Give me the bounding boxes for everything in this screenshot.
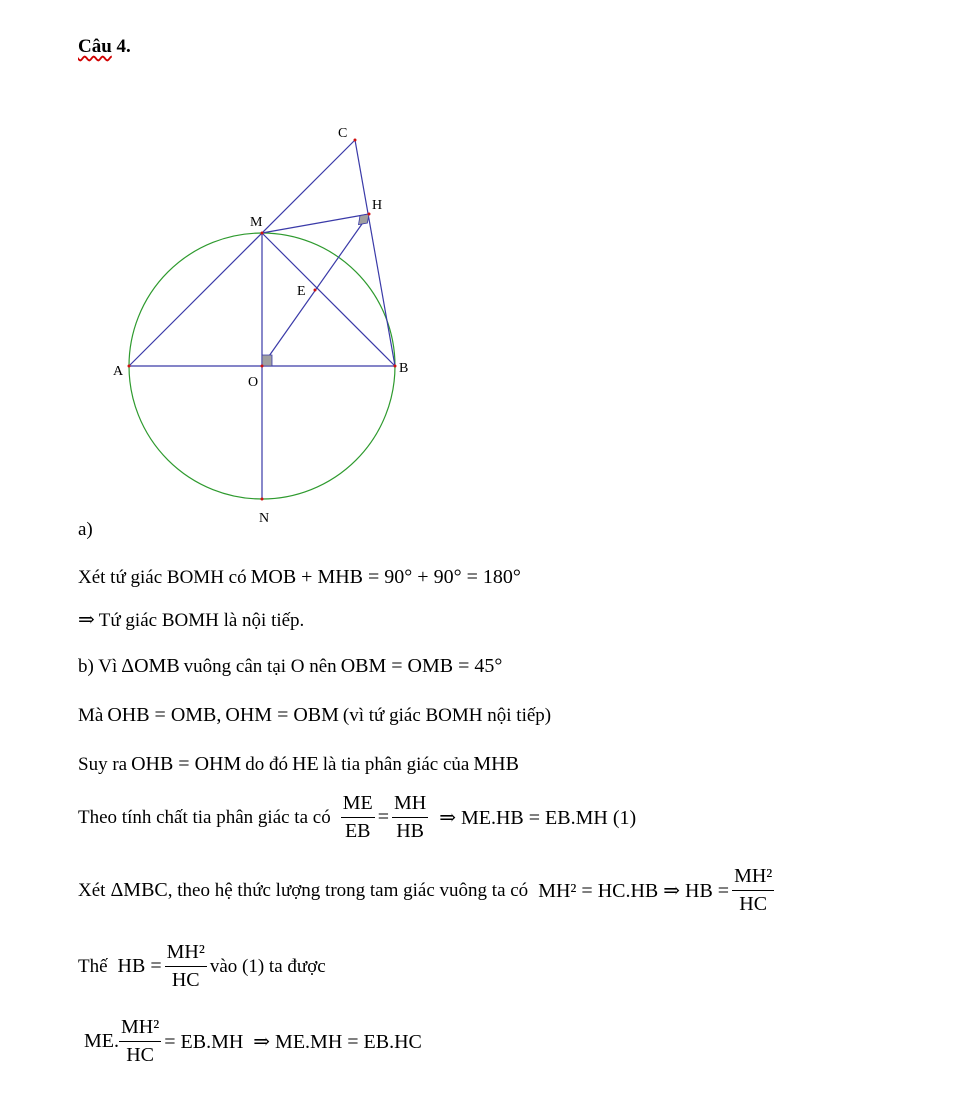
geometry-figure (0, 0, 960, 540)
fraction-mh2-hc-b (165, 942, 207, 991)
label-m: M (250, 215, 263, 230)
part-b-line6-math: HB = (117, 955, 162, 977)
fraction-mh-hb-den: HB (396, 820, 425, 842)
part-b-line7-pre: ME. (84, 1030, 119, 1052)
fraction-mh2-hc-b-num: MH² (165, 942, 207, 967)
point-m (261, 232, 264, 235)
fraction-mh-hb (392, 793, 428, 842)
part-b-line4-rest: ⇒ ME.HB = EB.MH (1) (439, 807, 637, 829)
label-c: C (338, 126, 348, 141)
part-a-line1-text: Xét tứ giác BOMH có (78, 567, 247, 588)
part-b-line1-triangle: ΔOMB (121, 655, 180, 677)
part-b-line5 (78, 866, 777, 915)
segment-ac (129, 140, 355, 366)
point-o (261, 365, 264, 368)
part-b-line3 (78, 753, 519, 776)
part-b-line1-text: b) Vì (78, 656, 118, 677)
right-angle-h (359, 214, 370, 225)
label-h: H (372, 198, 383, 213)
part-b-line4-eq: = (377, 806, 389, 828)
heading-word: Câu (78, 36, 112, 57)
part-b-line6-text2: vào (1) ta được (209, 955, 326, 977)
part-b-line3-text: Suy ra (78, 754, 128, 775)
part-b-line3-he: HE (292, 753, 319, 775)
point-a (128, 365, 131, 368)
part-a-line1-math: MOB + MHB = 90° + 90° = 180° (250, 566, 521, 588)
point-c (354, 139, 357, 142)
fraction-mh2-hc-c-den: HC (126, 1044, 155, 1066)
part-b-line3-math: OHB = OHM (131, 753, 242, 775)
fraction-mh2-hc-a (732, 866, 774, 915)
part-a-line1 (78, 566, 521, 589)
right-angle-o (262, 355, 272, 366)
part-b-line2-math1: OHB = OMB (107, 704, 217, 726)
part-b-line1-math: OBM = OMB = 45° (340, 655, 503, 677)
part-b-line4-text: Theo tính chất tia phân giác ta có (78, 806, 331, 828)
part-b-line2-sep: , (216, 704, 222, 726)
point-b (394, 365, 397, 368)
part-b-line3-text2: do đó (245, 754, 289, 775)
fraction-me-eb-den: EB (344, 820, 371, 842)
part-b-line1 (78, 655, 502, 678)
label-n: N (259, 511, 270, 526)
part-b-line2-text: Mà (78, 705, 104, 726)
part-b-line7 (84, 1017, 422, 1066)
fraction-mh2-hc-a-den: HC (739, 893, 768, 915)
part-b-line3-mhb: MHB (473, 753, 519, 775)
part-b-line1-text2: vuông cân tại O nên (183, 656, 337, 677)
point-n (261, 498, 264, 501)
part-a-line2-text: Tứ giác BOMH là nội tiếp. (98, 610, 305, 631)
part-b-line5-text: Xét (78, 879, 106, 901)
fraction-mh2-hc-c-num: MH² (119, 1017, 161, 1042)
part-b-line4 (78, 793, 636, 842)
part-b-line2 (78, 704, 551, 727)
fraction-me-eb-num: ME (341, 793, 375, 818)
part-b-line6-text: Thế (78, 955, 108, 977)
fraction-mh2-hc-a-num: MH² (732, 866, 774, 891)
part-b-line6 (78, 942, 326, 991)
part-a-line2 (78, 607, 304, 632)
label-e: E (297, 284, 306, 299)
fraction-mh-hb-num: MH (392, 793, 428, 818)
fraction-mh2-hc-c (119, 1017, 161, 1066)
part-a-label: a) (78, 519, 93, 540)
heading-number: 4. (111, 36, 131, 57)
fraction-mh2-hc-b-den: HC (171, 969, 200, 991)
part-b-line5-triangle: ΔMBC (110, 879, 168, 901)
label-a: A (113, 364, 124, 379)
fraction-me-eb (341, 793, 375, 842)
point-h (368, 213, 371, 216)
part-b-line7-rest: = EB.MH ⇒ ME.MH = EB.HC (164, 1031, 422, 1053)
part-b-line3-text3: là tia phân giác của (322, 754, 470, 775)
label-b: B (399, 361, 409, 376)
part-b-line2-text2: (vì tứ giác BOMH nội tiếp) (342, 705, 552, 726)
part-b-line2-math2: OHM = OBM (225, 704, 339, 726)
part-b-line5-math: MH² = HC.HB ⇒ HB = (538, 880, 730, 902)
label-o: O (248, 375, 259, 390)
part-b-line5-text2: , theo hệ thức lượng trong tam giác vuông ta có (167, 879, 529, 901)
point-e (314, 289, 317, 292)
implies-arrow: ⇒ (78, 609, 95, 631)
